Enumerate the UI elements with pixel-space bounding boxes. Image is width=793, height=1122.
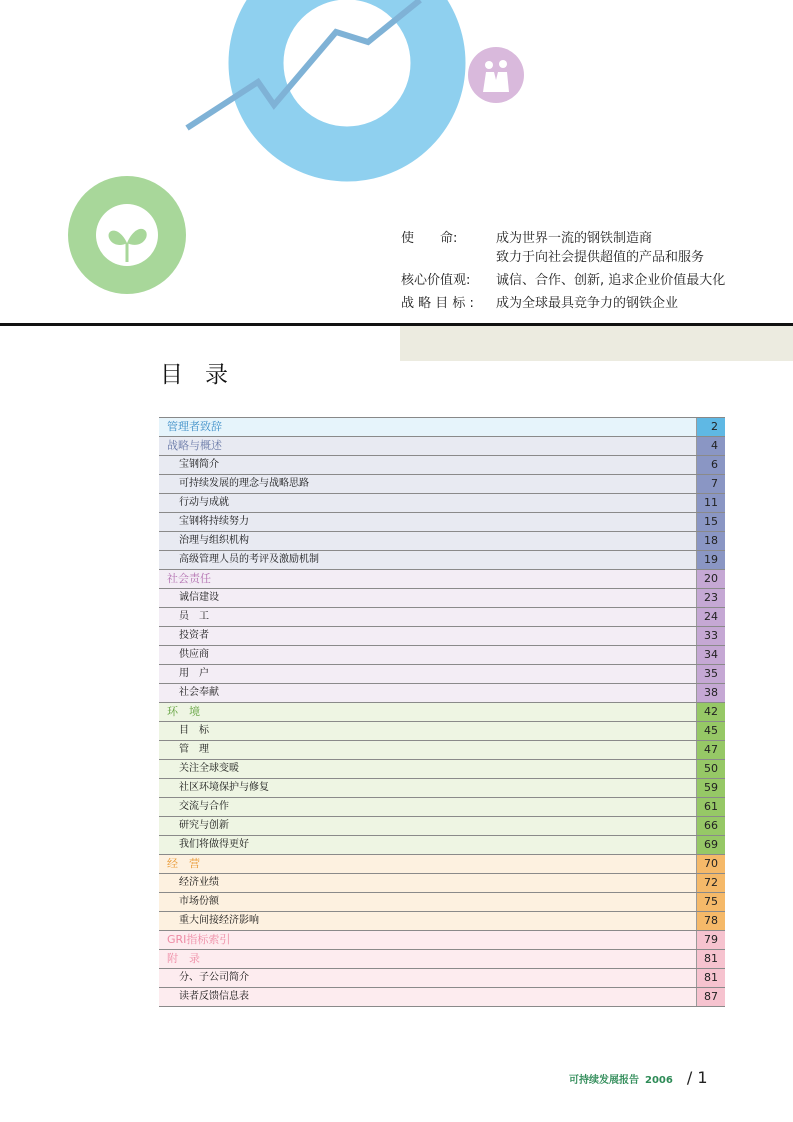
- toc-item-row[interactable]: [159, 760, 725, 779]
- toc-page-number: 23: [696, 589, 725, 607]
- report-year: 2006: [645, 1075, 673, 1086]
- toc-item-label: 治理与组织机构: [179, 535, 249, 546]
- toc-item-label: 诚信建设: [179, 592, 219, 603]
- toc-item-row[interactable]: [159, 532, 725, 551]
- toc-page-number: 20: [696, 570, 725, 588]
- toc-item-row[interactable]: [159, 741, 725, 760]
- toc-item-label: 交流与合作: [179, 801, 229, 812]
- toc-item-label: 重大间接经济影响: [179, 915, 259, 926]
- toc-item-row[interactable]: [159, 646, 725, 665]
- toc-page-number: 19: [696, 551, 725, 569]
- toc-item-row[interactable]: [159, 684, 725, 703]
- toc-item-row[interactable]: [159, 665, 725, 684]
- toc-section-title: 管理者致辞: [167, 420, 222, 433]
- toc-item-label: 市场份额: [179, 896, 219, 907]
- toc-item-label: 社会奉献: [179, 687, 219, 698]
- toc-page-number: 69: [696, 836, 725, 854]
- toc-item-label: 投资者: [179, 630, 209, 641]
- toc-page-number: 35: [696, 665, 725, 683]
- sprout-icon: [68, 176, 186, 294]
- toc-item-label: 用 户: [179, 668, 209, 679]
- toc-section-row[interactable]: [159, 950, 725, 969]
- toc-item-row[interactable]: [159, 722, 725, 741]
- toc-item-label: 分、子公司简介: [179, 972, 249, 983]
- toc-item-row[interactable]: [159, 456, 725, 475]
- toc-section-row[interactable]: [159, 570, 725, 589]
- core-values-label: 核心价值观:: [401, 273, 471, 288]
- toc-page-number: 34: [696, 646, 725, 664]
- toc-item-label: 可持续发展的理念与战略思路: [179, 478, 309, 489]
- toc-item-label: 管 理: [179, 744, 209, 755]
- toc-item-row[interactable]: [159, 627, 725, 646]
- toc-item-label: 我们将做得更好: [179, 839, 249, 850]
- toc-section-row[interactable]: [159, 703, 725, 722]
- toc-page-number: 2: [696, 418, 725, 436]
- blue-ring-icon: [256, 0, 438, 154]
- toc-section-title: 战略与概述: [167, 439, 222, 452]
- toc-item-label: 宝钢简介: [179, 459, 219, 470]
- toc-page-number: 75: [696, 893, 725, 911]
- toc-page-number: 33: [696, 627, 725, 645]
- mission-label: 使 命:: [401, 231, 458, 246]
- toc-section-row[interactable]: [159, 437, 725, 456]
- toc-item-row[interactable]: [159, 817, 725, 836]
- toc-item-label: 员 工: [179, 611, 209, 622]
- toc-page-number: 38: [696, 684, 725, 702]
- toc-item-row[interactable]: [159, 475, 725, 494]
- toc-item-row[interactable]: [159, 513, 725, 532]
- toc-item-row[interactable]: [159, 836, 725, 855]
- toc-page-number: 7: [696, 475, 725, 493]
- report-title: 可持续发展报告: [569, 1075, 639, 1086]
- toc-item-row[interactable]: [159, 912, 725, 931]
- mission-value: 成为世界一流的钢铁制造商: [496, 231, 653, 246]
- toc-page-number: 50: [696, 760, 725, 778]
- toc-item-label: 宝钢将持续努力: [179, 516, 249, 527]
- page-title: 目录: [160, 362, 250, 388]
- toc-page-number: 18: [696, 532, 725, 550]
- toc-page-number: 45: [696, 722, 725, 740]
- toc-section-title: 环 境: [167, 705, 200, 718]
- handshake-icon: [468, 47, 524, 103]
- toc-page-number: 81: [696, 950, 725, 968]
- toc-page-number: 72: [696, 874, 725, 892]
- toc-item-label: 高级管理人员的考评及激励机制: [179, 554, 319, 565]
- toc-section-row[interactable]: [159, 931, 725, 950]
- toc-page-number: 70: [696, 855, 725, 873]
- toc-item-label: 关注全球变暖: [179, 763, 239, 774]
- toc-page-number: 15: [696, 513, 725, 531]
- table-of-contents: [159, 417, 725, 1007]
- toc-item-row[interactable]: [159, 779, 725, 798]
- toc-page-number: 61: [696, 798, 725, 816]
- toc-item-row[interactable]: [159, 494, 725, 513]
- toc-item-row[interactable]: [159, 969, 725, 988]
- strategy-value: 成为全球最具竞争力的钢铁企业: [496, 296, 679, 311]
- toc-page-number: 24: [696, 608, 725, 626]
- growth-line-icon: [187, 0, 420, 128]
- toc-item-row[interactable]: [159, 798, 725, 817]
- strategy-label: 战 略 目 标 :: [401, 296, 474, 311]
- toc-page-number: 81: [696, 969, 725, 987]
- toc-section-title: 经 营: [167, 857, 200, 870]
- toc-page-number: 42: [696, 703, 725, 721]
- footer: [569, 1068, 708, 1087]
- toc-item-row[interactable]: [159, 551, 725, 570]
- toc-section-row[interactable]: [159, 855, 725, 874]
- toc-item-label: 行动与成就: [179, 497, 229, 508]
- toc-page-number: 87: [696, 988, 725, 1006]
- toc-item-label: 目 标: [179, 725, 209, 736]
- toc-page-number: 59: [696, 779, 725, 797]
- toc-page-number: 11: [696, 494, 725, 512]
- toc-section-row[interactable]: [159, 418, 725, 437]
- beige-band: [400, 326, 793, 361]
- core-values-value: 诚信、合作、创新, 追求企业价值最大化: [496, 273, 726, 288]
- toc-page-number: 79: [696, 931, 725, 949]
- toc-page-number: 66: [696, 817, 725, 835]
- toc-item-row[interactable]: [159, 874, 725, 893]
- mission-value: 致力于向社会提供超值的产品和服务: [496, 250, 705, 265]
- toc-page-number: 6: [696, 456, 725, 474]
- toc-item-label: 社区环境保护与修复: [179, 782, 269, 793]
- toc-item-row[interactable]: [159, 608, 725, 627]
- toc-item-row[interactable]: [159, 589, 725, 608]
- toc-section-title: GRI指标索引: [167, 933, 231, 946]
- toc-item-label: 读者反馈信息表: [179, 991, 249, 1002]
- toc-section-title: 社会责任: [167, 572, 211, 585]
- toc-item-row[interactable]: [159, 988, 725, 1007]
- page-number: / 1: [686, 1068, 708, 1087]
- toc-section-title: 附 录: [167, 952, 200, 965]
- toc-page-number: 47: [696, 741, 725, 759]
- toc-item-label: 研究与创新: [179, 820, 229, 831]
- toc-item-label: 经济业绩: [179, 877, 219, 888]
- toc-page-number: 78: [696, 912, 725, 930]
- toc-item-label: 供应商: [179, 649, 209, 660]
- toc-page-number: 4: [696, 437, 725, 455]
- toc-item-row[interactable]: [159, 893, 725, 912]
